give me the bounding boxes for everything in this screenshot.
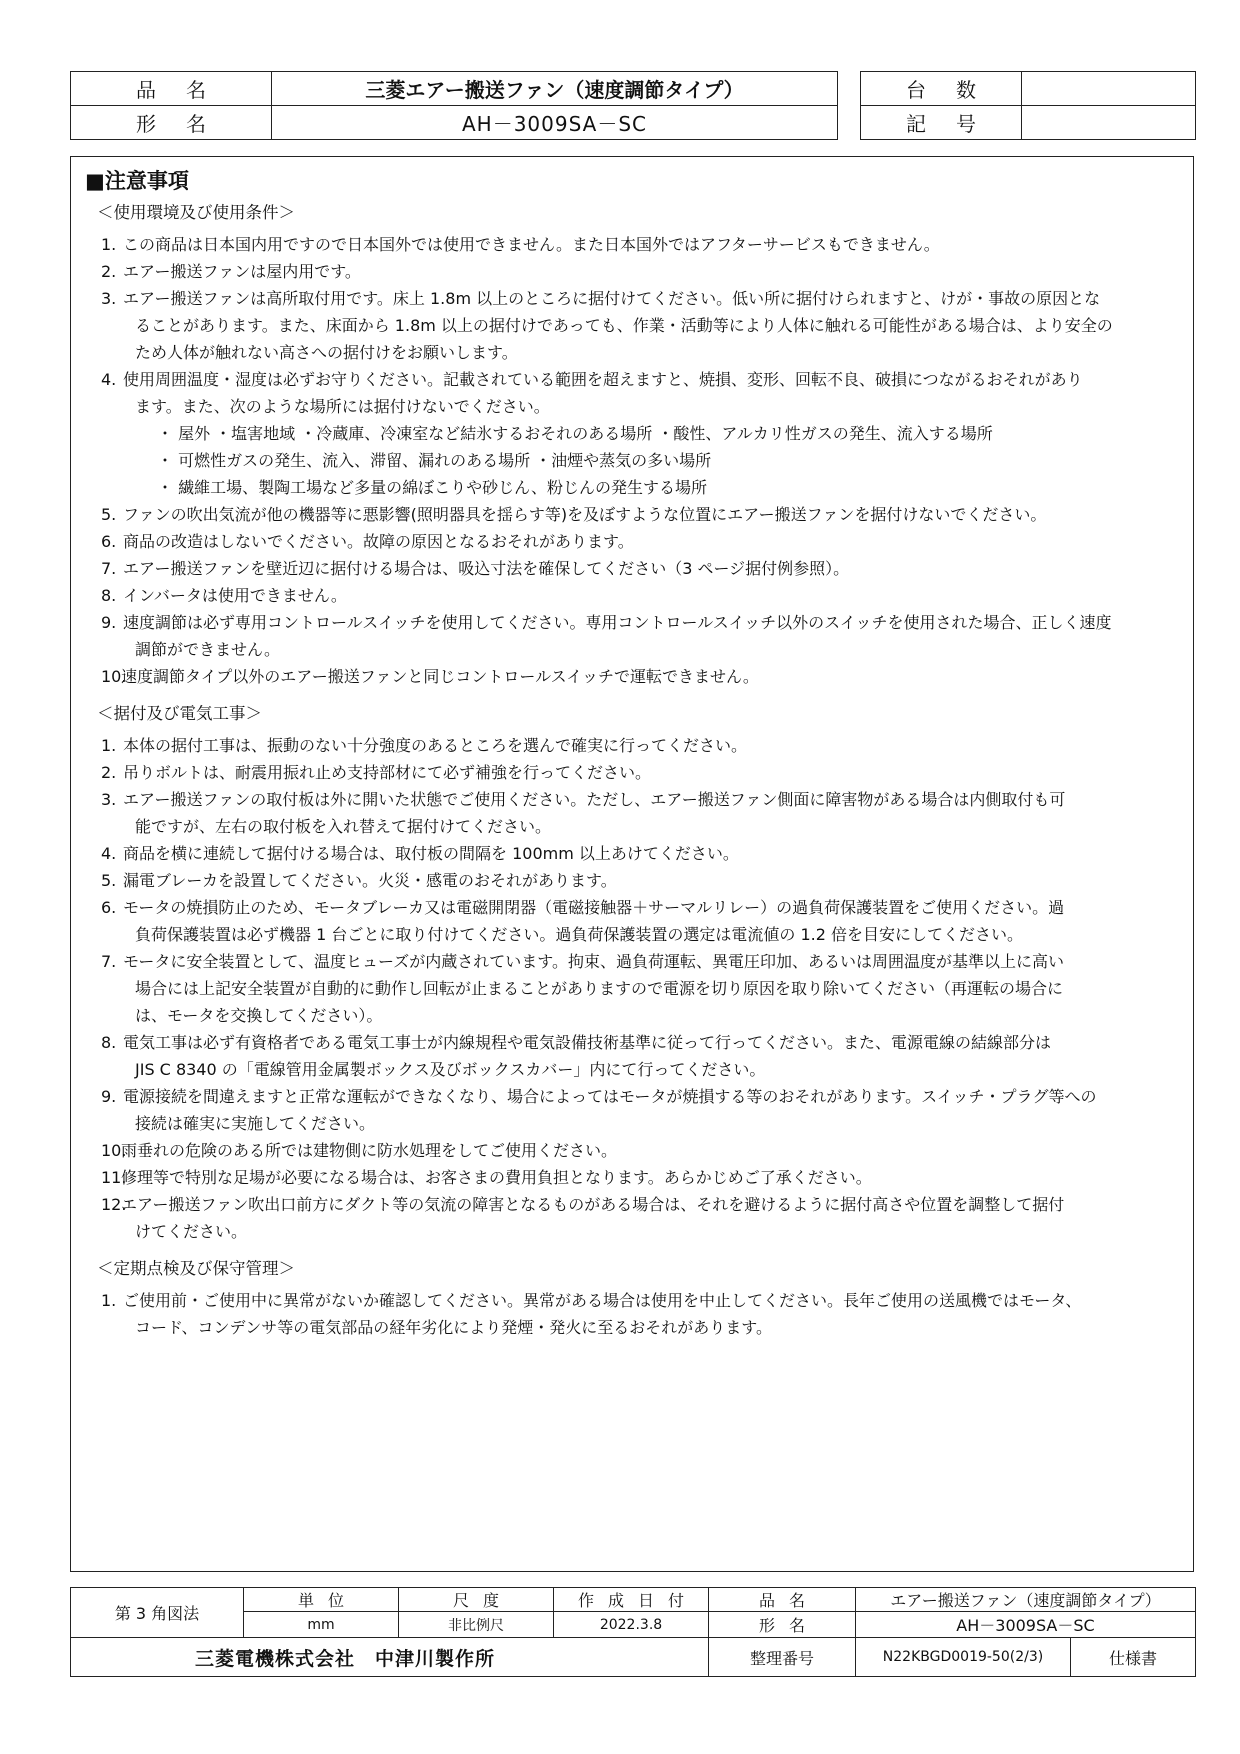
product-name-value: 三菱エアー搬送ファン（速度調節タイプ） xyxy=(272,72,838,106)
scale-label: 尺度 xyxy=(399,1588,554,1612)
item-number: 4. xyxy=(101,370,117,389)
item-continuation: 負荷保護装置は必ず機器 1 台ごとに取り付けてください。過負荷保護装置の選定は電流値の 1.2 倍を目安にしてください。 xyxy=(135,925,1023,944)
item-text: 本体の据付工事は、振動のない十分強度のあるところを選んで確実に行ってください。 xyxy=(123,736,748,755)
company-name: 三菱電機株式会社 中津川製作所 xyxy=(71,1638,709,1677)
note-item xyxy=(101,258,1161,285)
section-heading: ＜使用環境及び使用条件＞ xyxy=(97,203,295,222)
item-text: エアー搬送ファンを壁近辺に据付ける場合は、吸込寸法を確保してください（3 ページ据付例参照）。 xyxy=(123,559,850,578)
item-continuation: 接続は確実に実施してください。 xyxy=(135,1114,376,1133)
section-heading: ＜定期点検及び保守管理＞ xyxy=(97,1259,295,1278)
item-text: 速度調節タイプ以外のエアー搬送ファンと同じコントロールスイッチで運転できません。 xyxy=(121,667,759,686)
item-continuation: コード、コンデンサ等の電気部品の経年劣化により発煙・発火に至るおそれがあります。 xyxy=(135,1318,772,1337)
item-text: エアー搬送ファンの取付板は外に開いた状態でご使用ください。ただし、エアー搬送ファン側面に障害物がある場合は内側取付も可 xyxy=(123,790,1066,809)
item-number: 7. xyxy=(101,952,117,971)
item-number: 5. xyxy=(101,505,117,524)
item-number: 10. xyxy=(101,667,127,686)
item-number: 9. xyxy=(101,613,117,632)
symbol-value xyxy=(1022,106,1196,140)
note-item xyxy=(101,582,1161,609)
item-text: 電気工事は必ず有資格者である電気工事士が内線規程や電気設備技術基準に従って行ってください。また、電源電線の結線部分は xyxy=(123,1033,1052,1052)
projection: 第 3 角図法 xyxy=(71,1588,244,1638)
item-text: ご使用前・ご使用中に異常がないか確認してください。異常がある場合は使用を中止してください。長年ご使用の送風機ではモータ、 xyxy=(123,1291,1082,1310)
item-text: 漏電ブレーカを設置してください。火災・感電のおそれがあります。 xyxy=(123,871,617,890)
note-item xyxy=(101,1137,1161,1164)
note-item xyxy=(101,894,1161,921)
item-number: 9. xyxy=(101,1087,117,1106)
note-item xyxy=(101,1029,1161,1056)
item-number: 3. xyxy=(101,289,117,308)
note-item xyxy=(101,1287,1161,1314)
item-continuation: ることがあります。また、床面から 1.8m 以上の据付けであっても、作業・活動等により人体に触れる可能性がある場合は、より安全の xyxy=(135,316,1113,335)
item-number: 6. xyxy=(101,898,117,917)
note-item xyxy=(101,840,1161,867)
symbol-label: 記号 xyxy=(861,106,1022,140)
item-continuation: ます。また、次のような場所には据付けないでください。 xyxy=(135,397,550,416)
item-text: 吊りボルトは、耐震用振れ止め支持部材にて必ず補強を行ってください。 xyxy=(123,763,652,782)
notes-title: ■注意事項 xyxy=(85,169,189,193)
note-item xyxy=(101,786,1161,813)
item-number: 12. xyxy=(101,1195,127,1214)
note-item xyxy=(101,867,1161,894)
item-continuation: JIS C 8340 の「電線管用金属製ボックス及びボックスカバー」内にて行ってください。 xyxy=(135,1060,766,1079)
item-text: 商品の改造はしないでください。故障の原因となるおそれがあります。 xyxy=(123,532,634,551)
note-item xyxy=(101,555,1161,582)
date-label: 作成日付 xyxy=(554,1588,709,1612)
title-block xyxy=(70,1587,1196,1677)
bullet-item: ・ 屋外 ・塩害地域 ・冷蔵庫、冷凍室など結氷するおそれのある場所 ・酸性、アルカリ性ガスの発生、流入する場所 xyxy=(157,424,993,443)
item-number: 7. xyxy=(101,559,117,578)
item-text: 修理等で特別な足場が必要になる場合は、お客さまの費用負担となります。あらかじめご了承ください。 xyxy=(121,1168,872,1187)
note-item xyxy=(101,609,1161,636)
item-number: 8. xyxy=(101,586,117,605)
item-text: エアー搬送ファンは屋内用です。 xyxy=(123,262,361,281)
section-heading: ＜据付及び電気工事＞ xyxy=(97,704,262,723)
model-label: 形名 xyxy=(71,106,272,140)
name-label: 品名 xyxy=(709,1588,856,1612)
model-value: AH－3009SA－SC xyxy=(272,106,838,140)
unit-value: mm xyxy=(244,1612,399,1638)
item-text: エアー搬送ファンは高所取付用です。床上 1.8m 以上のところに据付けてください。低い所に据付けられますと、けが・事故の原因とな xyxy=(123,289,1101,308)
item-number: 10. xyxy=(101,1141,127,1160)
item-text: モータに安全装置として、温度ヒューズが内蔵されています。拘束、過負荷運転、異電圧印加、あるいは周囲温度が基準以上に高い xyxy=(123,952,1064,971)
item-continuation: は、モータを交換してください）。 xyxy=(135,1006,383,1025)
item-number: 11. xyxy=(101,1168,127,1187)
item-text: 商品を横に連続して据付ける場合は、取付板の間隔を 100mm 以上あけてください。 xyxy=(123,844,739,863)
product-name-label: 品名 xyxy=(71,72,272,106)
name-value: エアー搬送ファン（速度調節タイプ） xyxy=(856,1588,1196,1612)
quantity-table xyxy=(860,71,1196,140)
note-item xyxy=(101,231,1161,258)
item-text: インバータは使用できません。 xyxy=(123,586,347,605)
quantity-label: 台数 xyxy=(861,72,1022,106)
item-number: 2. xyxy=(101,262,117,281)
item-text: 雨垂れの危険のある所では建物側に防水処理をしてご使用ください。 xyxy=(121,1141,618,1160)
note-item xyxy=(101,1164,1161,1191)
item-continuation: 場合には上記安全装置が自動的に動作し回転が止まることがありますので電源を切り原因を取り除いてください（再運転の場合に xyxy=(135,979,1064,998)
note-item xyxy=(101,1191,1161,1218)
item-number: 2. xyxy=(101,763,117,782)
note-item xyxy=(101,528,1161,555)
item-text: この商品は日本国内用ですので日本国外では使用できません。また日本国外ではアフターサービスもできません。 xyxy=(123,235,940,254)
note-item xyxy=(101,1083,1161,1110)
note-item xyxy=(101,948,1161,975)
ref-value: N22KBGD0019-50(2/3) xyxy=(856,1638,1071,1677)
bullet-item: ・ 可燃性ガスの発生、流入、滞留、漏れのある場所 ・油煙や蒸気の多い場所 xyxy=(157,451,712,470)
scale-value: 非比例尺 xyxy=(399,1612,554,1638)
item-text: ファンの吹出気流が他の機器等に悪影響(照明器具を揺らす等)を及ぼすような位置にエアー搬送ファンを据付けないでください。 xyxy=(123,505,1047,524)
header-table xyxy=(70,71,838,140)
date-value: 2022.3.8 xyxy=(554,1612,709,1638)
item-text: エアー搬送ファン吹出口前方にダクト等の気流の障害となるものがある場合は、それを避けるように据付高さや位置を調整して据付 xyxy=(121,1195,1065,1214)
item-continuation: 調節ができません。 xyxy=(135,640,280,659)
unit-label: 単位 xyxy=(244,1588,399,1612)
note-item xyxy=(101,285,1161,312)
note-item xyxy=(101,663,1161,690)
item-number: 1. xyxy=(101,736,117,755)
notes-box xyxy=(70,156,1194,1572)
note-item xyxy=(101,759,1161,786)
note-item xyxy=(101,732,1161,759)
item-continuation: けてください。 xyxy=(135,1222,248,1241)
item-continuation: ため人体が触れない高さへの据付けをお願いします。 xyxy=(135,343,518,362)
item-number: 1. xyxy=(101,1291,117,1310)
item-continuation: 能ですが、左右の取付板を入れ替えて据付けてください。 xyxy=(135,817,552,836)
model-label-footer: 形名 xyxy=(709,1612,856,1638)
item-text: 速度調節は必ず専用コントロールスイッチを使用してください。専用コントロールスイッチ以外のスイッチを使用された場合、正しく速度 xyxy=(123,613,1112,632)
note-item xyxy=(101,501,1161,528)
bullet-item: ・ 繊維工場、製陶工場など多量の綿ぼこりや砂じん、粉じんの発生する場所 xyxy=(157,478,708,497)
doc-type: 仕様書 xyxy=(1071,1638,1196,1677)
note-item xyxy=(101,366,1161,393)
item-text: モータの焼損防止のため、モータブレーカ又は電磁開閉器（電磁接触器＋サーマルリレー）の過負荷保護装置をご使用ください。過 xyxy=(123,898,1065,917)
item-number: 4. xyxy=(101,844,117,863)
ref-label: 整理番号 xyxy=(709,1638,856,1677)
item-number: 6. xyxy=(101,532,117,551)
item-number: 5. xyxy=(101,871,117,890)
item-number: 1. xyxy=(101,235,117,254)
item-number: 8. xyxy=(101,1033,117,1052)
item-number: 3. xyxy=(101,790,117,809)
item-text: 使用周囲温度・湿度は必ずお守りください。記載されている範囲を超えますと、焼損、変形、回転不良、破損につながるおそれがあり xyxy=(123,370,1083,389)
quantity-value xyxy=(1022,72,1196,106)
item-text: 電源接続を間違えますと正常な運転ができなくなり、場合によってはモータが焼損する等のおそれがあります。スイッチ・プラグ等への xyxy=(123,1087,1097,1106)
model-value-footer: AH－3009SA－SC xyxy=(856,1612,1196,1638)
